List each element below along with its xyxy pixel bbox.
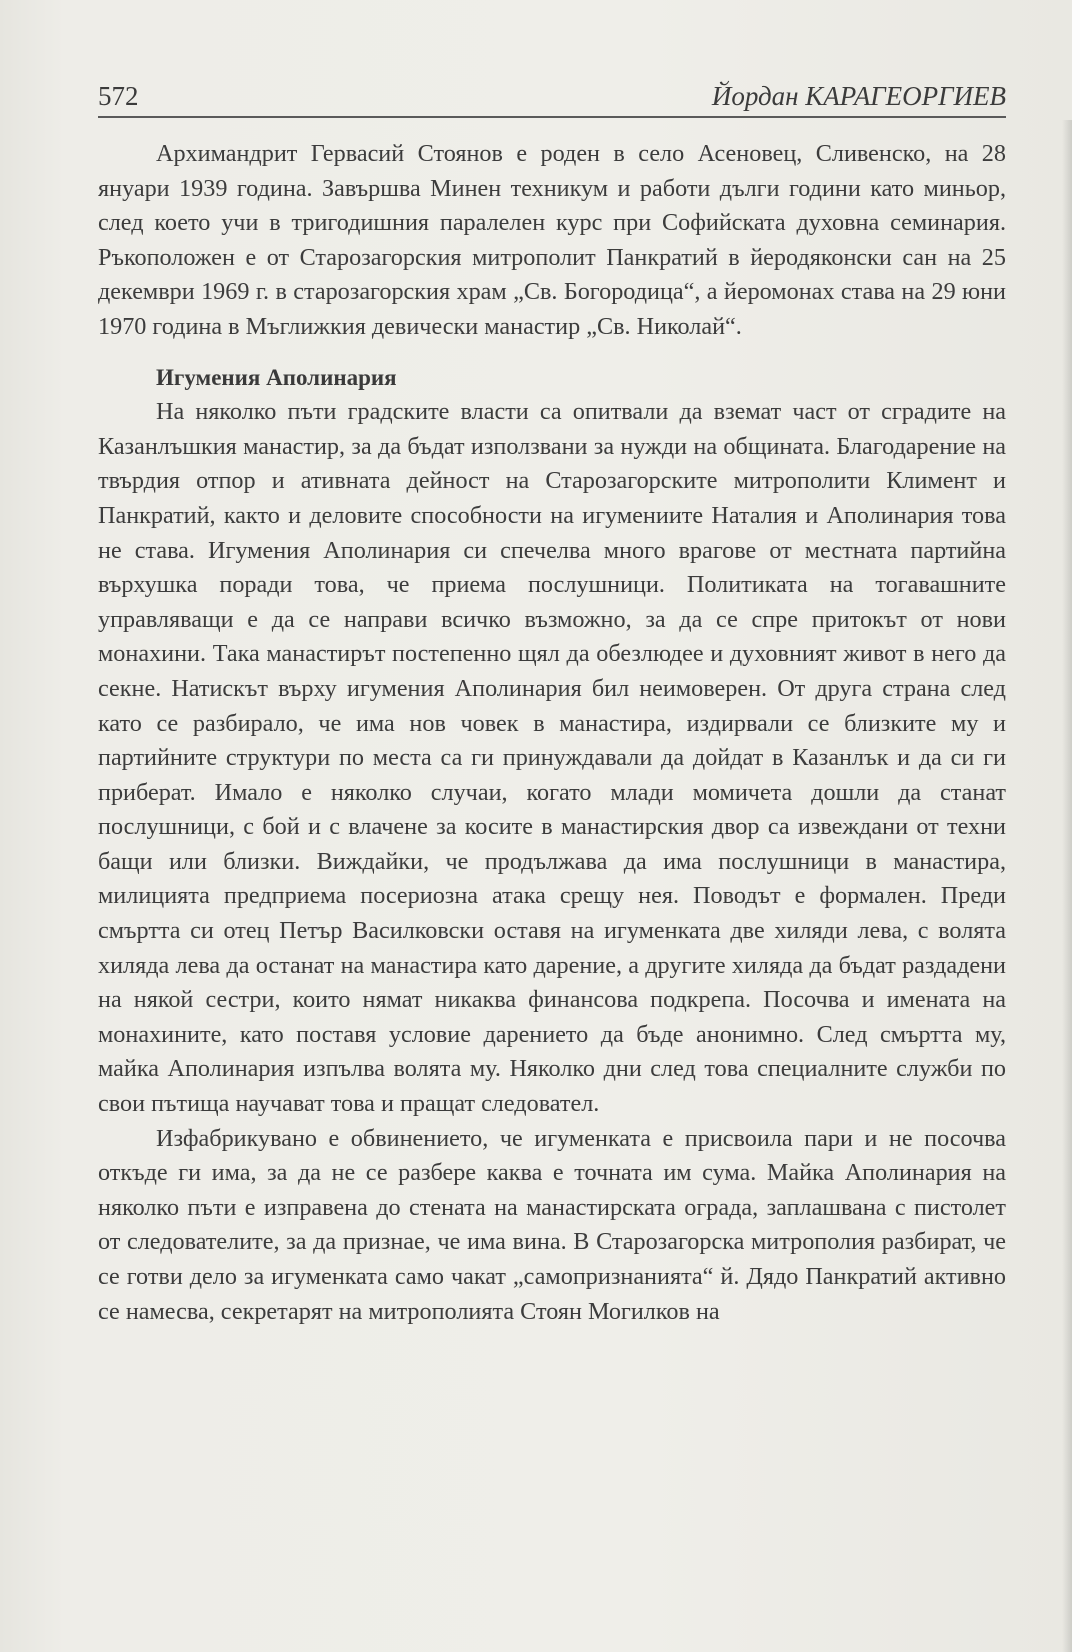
page-number: 572	[98, 81, 139, 111]
paragraph-accusation: Изфабрикувано е обвинението, че игуменката е присвоила пари и не посочва откъде ги има, за да не се разбере каква е точната им сума. Майка Аполинария на няколко пъти е изправена до стената на манастирската ограда, заплашвана с пистолет от следователите, за да признае, че има вина. В Старозагорска митрополия разбират, че се готви дело за игуменката само чакат „самопризнанията“ й. Дядо Панкратий активно се намесва, секретарят на митрополията Стоян Могилков на	[98, 1124, 1006, 1325]
section-heading: Игумения Аполинария	[156, 364, 397, 390]
paragraph-apolinaria: На няколко пъти градските власти са опитвали да вземат част от сградите на Казанлъшкия манастир, за да бъдат използвани за нужди на общината. Благодарение на твърдия отпор и ативната дейност на Старозагорските митрополити Климент и Панкратий, както и деловите способности на игумениите Наталия и Аполинария това не става. Игумения Аполинария си спечелва много врагове от местната партийна върхушка поради това, че приема послушници. Политиката на тогавашните управляващи е да се направи всичко възможно, за да се спре притокът от нови монахини. Така манастирът постепенно щял да обезлюдее и духовният живот в него да секне. Натискът върху игумения Аполинария бил неимоверен. От друга страна след като се разбирало, че има нов човек в манастира, издирвали се близките му и партийните структури по места са ги принуждавали да дойдат в Казанлък и да си ги приберат. Имало е няколко случаи, когато млади момичета дошли да станат послушници, с бой и с влачене за косите в манастирския двор са извеждани от техни бащи или близки. Виждайки, че продължава да има послушници в манастира, милицията предприема посериозна атака срещу нея. Поводът е формален. Преди смъртта си отец Петър Василковски оставя на игуменката две хиляди лева, с волята хиляда лева да останат на манастира като дарение, а другите хиляда да бъдат раздадени на някой сестри, които нямат никаква финансова подкрепа. Посочва и имената на монахините, като поставя условие дарението да бъде анонимно. След смъртта му, майка Аполинария изпълва волята му. Няколко дни след това специалните служби по свои пътища научават това и пращат следовател.	[98, 398, 1006, 1118]
page-header	[98, 76, 1006, 118]
page-edge	[1072, 0, 1080, 1652]
paragraph-gervasiy: Архимандрит Гервасий Стоянов е роден в село Асеновец, Сливенско, на 28 януари 1939 година. Завършва Минен техникум и работи дълги години като миньор, след което учи в тригодишния паралелен курс при Софийската духовна семинария. Ръкоположен е от Старозагорския митрополит Панкратий в йеродяконски сан на 25 декември 1969 г. в старозагорския храм „Св. Богородица“, а йеромонах става на 29 юни 1970 година в Мъглижкия девически манастир „Св. Николай“.	[98, 140, 1006, 340]
body-text	[98, 137, 1006, 1329]
running-head-author: Йордан КАРАГЕОРГИЕВ	[711, 81, 1006, 111]
